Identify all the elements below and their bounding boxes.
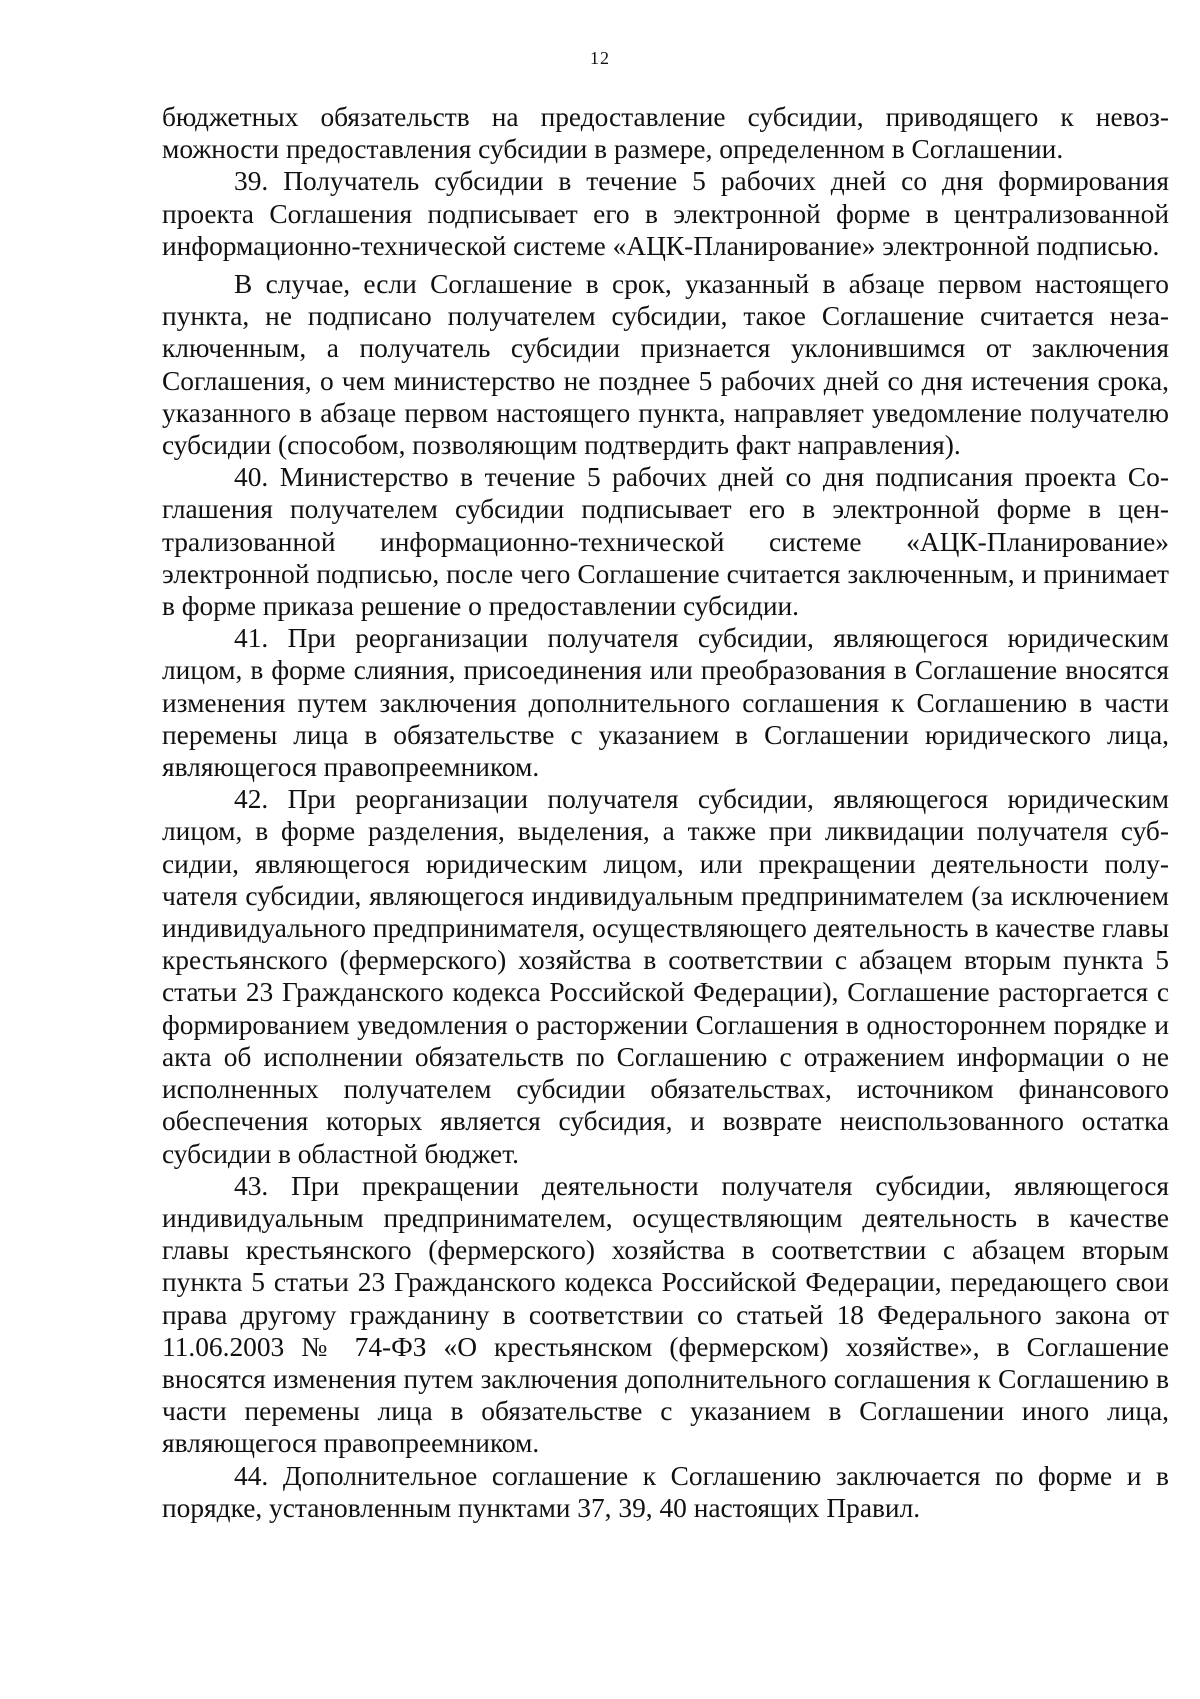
paragraph-item-41: 41. При реорганизации получателя субсидии, являющегося юридическим лицом, в форме слияния, присоединения или преобразования в Соглашение вносятся изменения путем заключения дополнительного соглашения к Соглашению в части перемены лица в обязательстве с указанием в Соглашении юридического лица, являющегося правопреемником. xyxy=(162,623,1169,783)
page-number: 12 xyxy=(590,48,610,68)
paragraph-item-42: 42. При реорганизации получателя субсидии, являющегося юридическим лицом, в форме разделения, выделения, а также при ликвидации получателя субсидии, являющегося юридическим лицом, или прекращении деятельности получателя субсидии, являющегося индивидуальным предпринимателем (за исключением индивидуального предпринимателя, осуществляющего деятельность в качестве главы крестьянского (фермерского) хозяйства в соответствии с абзацем вторым пункта 5 статьи 23 Гражданского кодекса Российской Федерации), Соглашение расторгается с формированием уведомления о расторжении Соглашения в одностороннем порядке и акта об исполнении обязательств по Соглашению с отражением информации о не исполненных получателем субсидии обязательствах, источником финансового обеспечения которых является субсидия, и возврате неиспользованного остатка субсидии в областной бюджет. xyxy=(162,784,1169,1169)
paragraph-item-39: 39. Получатель субсидии в течение 5 рабочих дней со дня формирования проекта Соглашения подписывает его в электронной форме в централизованной информационно-технической системе «АЦК-Планирование» электронной подписью. xyxy=(162,166,1169,261)
paragraph-item-40: 40. Министерство в течение 5 рабочих дней со дня подписания проекта Соглашения получателем субсидии подписывает его в электронной форме в централизованной информационно-технической системе «АЦК-Планирование» электронной подписью, после чего Соглашение считается заключенным, и принимает в форме приказа решение о предоставлении субсидии. xyxy=(162,462,1169,622)
paragraph-item-44: 44. Дополнительное соглашение к Соглашению заключается по форме и в порядке, установленным пунктами 37, 39, 40 настоящих Правил. xyxy=(162,1460,1169,1523)
paragraph-continuation: бюджетных обязательств на предоставление субсидии, приводящего к невозможности предоставления субсидии в размере, определенном в Соглашении. xyxy=(162,102,1169,165)
paragraph-item-43: 43. При прекращении деятельности получателя субсидии, являющегося индивидуальным предпринимателем, осуществляющим деятельность в качестве главы крестьянского (фермерского) хозяйства в соответствии с абзацем вторым пункта 5 статьи 23 Гражданского кодекса Российской Федерации, передающего свои права другому гражданину в соответствии со статьей 18 Федерального закона от 11.06.2003 № 74-ФЗ «О крестьянском (фермерском) хозяйстве», в Соглашение вносятся изменения путем заключения дополнительного соглашения к Соглашению в части перемены лица в обязательстве с указанием в Соглашении иного лица, являющегося правопреемником. xyxy=(162,1170,1169,1459)
paragraph-item-39-case: В случае, если Соглашение в срок, указанный в абзаце первом настоящего пункта, не подписано получателем субсидии, такое Соглашение считается незаключенным, а получатель субсидии признается уклонившимся от заключения Соглашения, о чем министерство не позднее 5 рабочих дней со дня истечения срока, указанного в абзаце первом настоящего пункта, направляет уведомление получателю субсидии (способом, позволяющим подтвердить факт направления). xyxy=(162,269,1169,461)
document-body xyxy=(162,101,1169,1524)
